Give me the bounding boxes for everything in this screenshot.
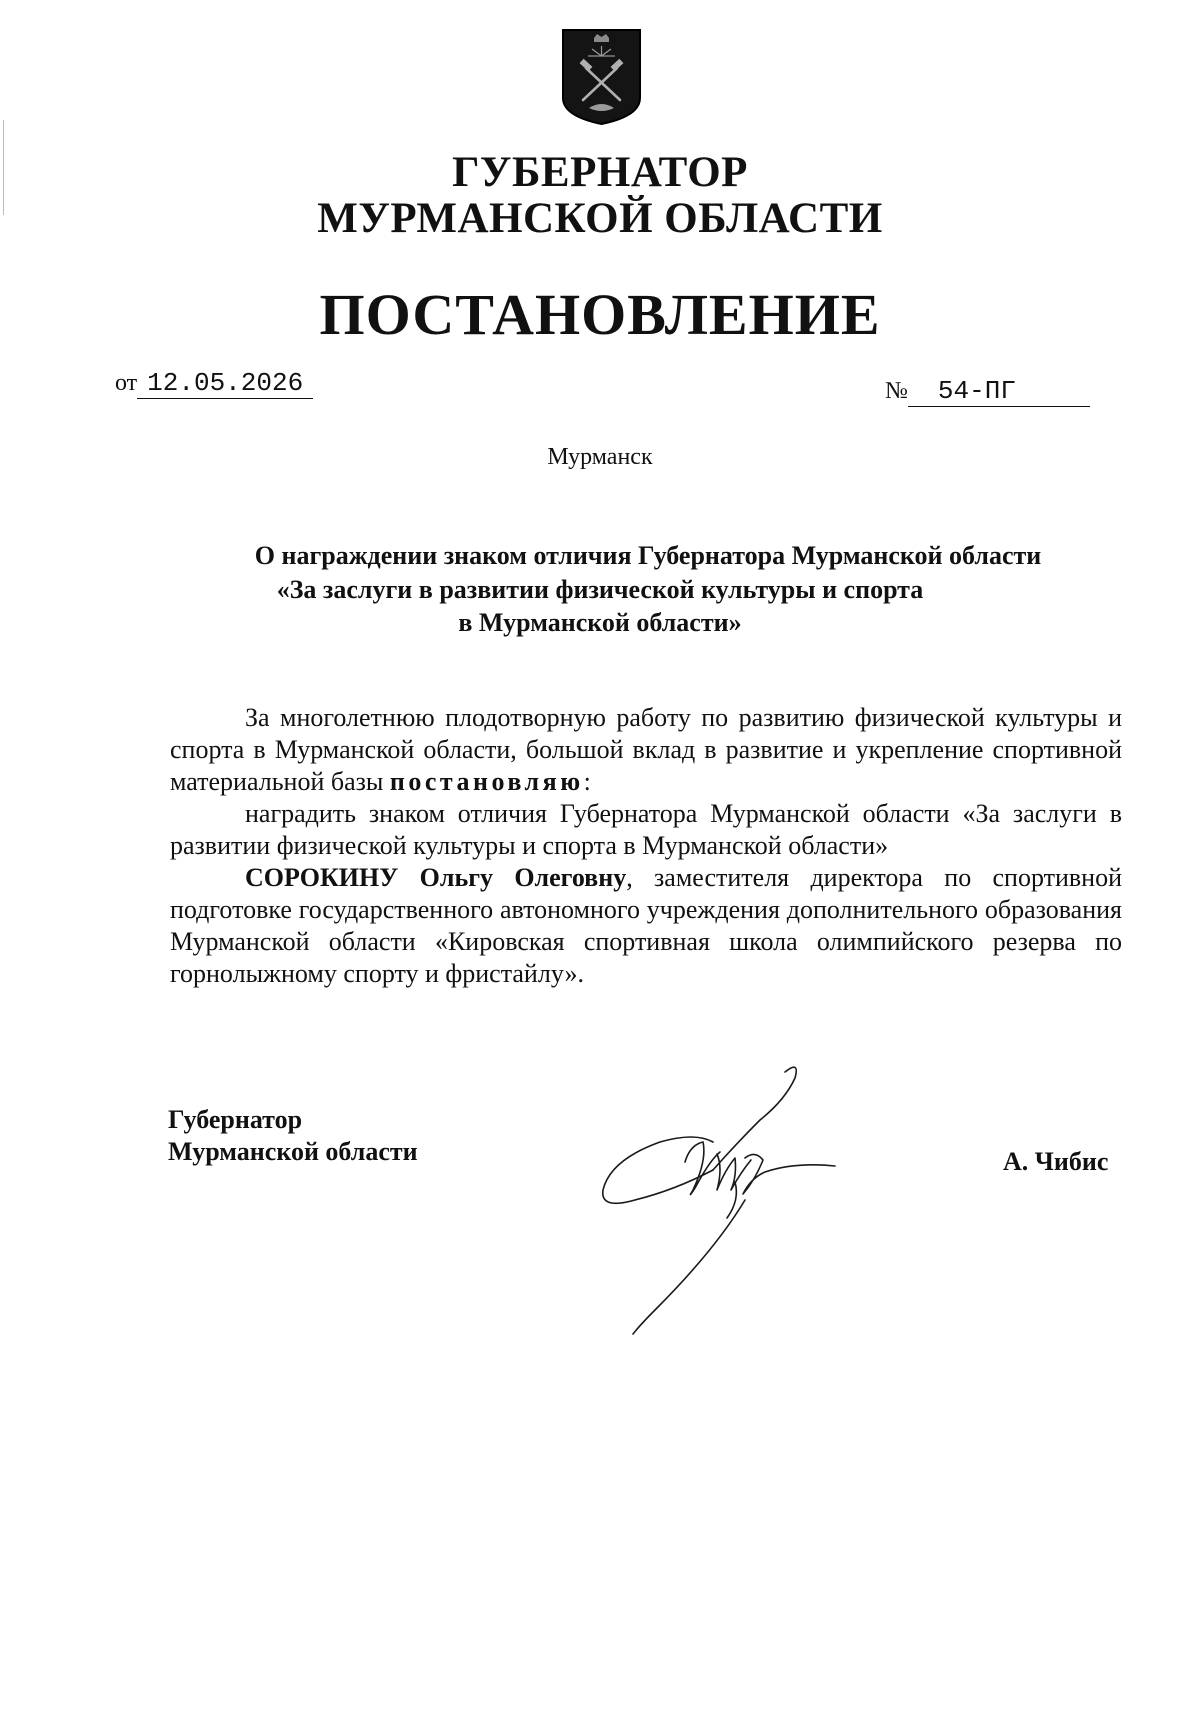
resolution-keyword: постановляю — [389, 767, 584, 796]
preamble-text: За многолетнюю плодотворную работу по развитию физической культуры и спорта в Мурманской области, большой вклад в развитие и укрепление спортивной материальной базы — [170, 703, 1122, 796]
date-row — [115, 368, 313, 399]
award-paragraph: наградить знаком отличия Губернатора Мурманской области «За заслуги в развитии физической культуры и спорта в Мурманской области» — [170, 799, 1122, 860]
awardee-name: СОРОКИНУ Ольгу Олеговну — [245, 863, 627, 892]
preamble-paragraph — [170, 702, 1122, 798]
document-city: Мурманск — [547, 444, 653, 470]
issuer-title-line2: МУРМАНСКОЙ ОБЛАСТИ — [317, 195, 883, 242]
number-prefix: № — [885, 378, 908, 404]
issuer-title-line1: ГУБЕРНАТОР — [452, 149, 748, 196]
document-type-title: ПОСТАНОВЛЕНИЕ — [319, 282, 881, 347]
signatory-position-line2: Мурманской области — [168, 1137, 418, 1166]
awardee-description: , заместителя директора по спортивной подготовке государственного автономного учреждения дополнительного образования Мурманской области «Кировская спортивная школа олимпийского резерва по горнолыжному спорту и фристайлу». — [170, 863, 1122, 988]
subject-line1: О награждении знаком отличия Губернатора Мурманской области — [254, 541, 1042, 570]
subject-line3: в Мурманской области» — [458, 608, 742, 637]
signatory-position-line1: Губернатор — [168, 1105, 303, 1134]
number-row — [885, 376, 1090, 407]
coat-of-arms-icon — [561, 28, 642, 126]
preamble-colon: : — [583, 767, 591, 796]
subject-line2: «За заслуги в развитии физической культуры и спорта — [276, 575, 924, 604]
document-number: 54-ПГ — [937, 376, 1016, 406]
awardee-paragraph — [170, 862, 1122, 990]
document-date: 12.05.2026 — [147, 368, 304, 398]
date-prefix: от — [115, 370, 138, 396]
signatory-name: А. Чибис — [1003, 1147, 1109, 1176]
handwritten-signature — [595, 1050, 860, 1340]
